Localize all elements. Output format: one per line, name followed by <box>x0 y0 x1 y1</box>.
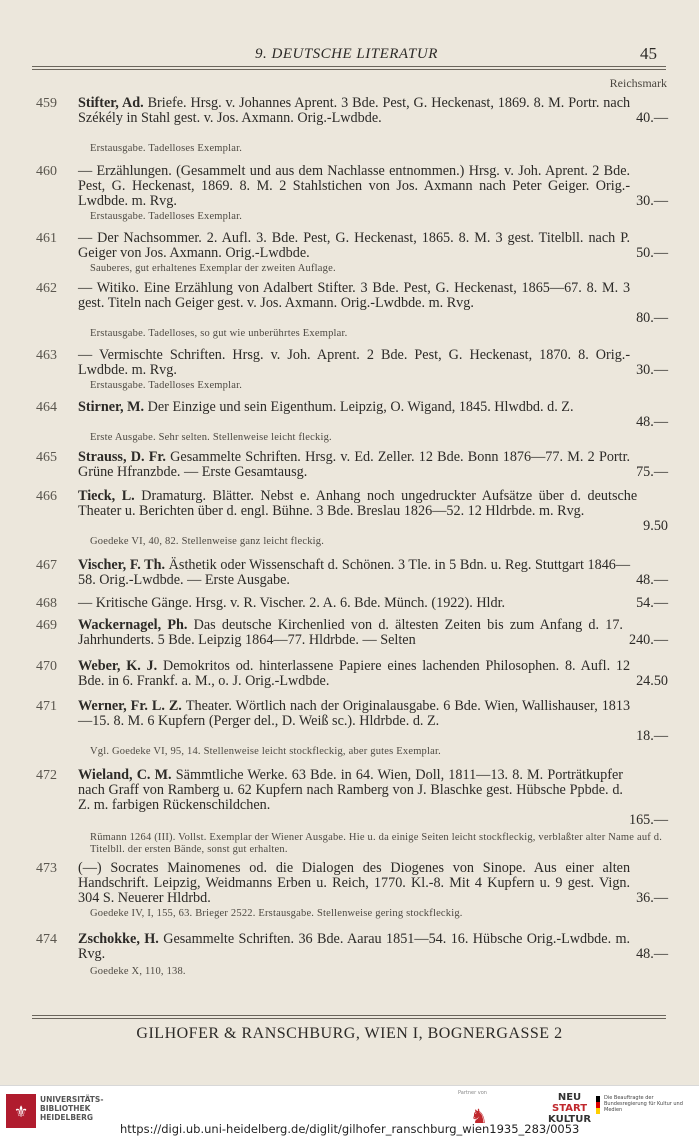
entry-price: 54.— <box>636 595 668 611</box>
entry-price: 240.— <box>628 632 668 648</box>
entry-price: 18.— <box>636 728 668 744</box>
entry-price: 48.— <box>636 946 668 962</box>
header-rule-2 <box>32 69 666 70</box>
neustart-kultur-logo[interactable] <box>548 1092 591 1125</box>
entry-note: Sauberes, gut erhaltenes Exemplar der zweiten Auflage. <box>90 263 336 274</box>
entry-author: Strauss, D. Fr. <box>78 449 166 465</box>
entry-author: Zschokke, H. <box>78 931 159 947</box>
entry-body <box>78 400 668 430</box>
entry-price: 24.50 <box>636 673 668 689</box>
nsk-line-2: START <box>552 1103 588 1114</box>
entry-number: 460 <box>36 164 57 179</box>
entry-price: 48.— <box>636 572 668 588</box>
entry-body <box>78 659 668 689</box>
entry-author: Stirner, M. <box>78 399 145 415</box>
entry-note: Goedeke IV, I, 155, 63. Brieger 2522. Erstausgabe. Stellenweise gering stockfleckig. <box>90 908 463 919</box>
viewer-bottom-bar <box>0 1085 699 1136</box>
entry-body <box>78 96 668 126</box>
entry-note: Vgl. Goedeke VI, 95, 14. Stellenweise leicht stockfleckig, aber gutes Exemplar. <box>90 746 441 757</box>
entry-text: Der Einzige und sein Eigenthum. Leipzig, O. Wigand, 1845. Hlwdbd. d. Z. <box>147 399 574 415</box>
footer-rule <box>32 1015 666 1016</box>
entry-text: Gesammelte Schriften. 36 Bde. Aarau 1851—54. 16. Hübsche Orig.-Lwdbde. m. Rvg. <box>78 931 631 963</box>
nsk-line-1: NEU <box>557 1092 582 1103</box>
entry-text: — Der Nachsommer. 2. Aufl. 3. Bde. Pest, G. Heckenast, 1865. 8. M. 3 gest. Titelbll. nach P. Geiger von Jos. Axmann. Orig.-Lwdbde. <box>78 230 631 262</box>
entry-text: — Vermischte Schriften. Hrsg. v. Joh. Aprent. 2 Bde. Pest, G. Heckenast, 1870. 8. Orig.-Lwdbde. m. Rvg. <box>78 347 631 379</box>
entry-body <box>78 699 668 744</box>
entry-body <box>78 558 668 588</box>
entry-number: 471 <box>36 699 57 714</box>
entry-text: Demokritos od. hinterlassene Papiere eines lachenden Philosophen. 8. Aufl. 12 Bde. in 6. Frankf. a. M., o. J. Orig.-Lwdbde. <box>78 658 631 690</box>
running-title: 9. DEUTSCHE LITERATUR <box>255 46 438 62</box>
entry-price: 48.— <box>636 414 668 430</box>
header-rule <box>32 66 666 67</box>
entry-author: Vischer, F. Th. <box>78 557 166 573</box>
entry-number: 469 <box>36 618 57 633</box>
entry-author: Wieland, C. M. <box>78 767 172 783</box>
entry-text: Das deutsche Kirchenlied von d. ältesten Zeiten bis zum Anfang d. 17. Jahrhunderts. 5 Bde. Leipzig 1864—77. Hldrbde. — Selten <box>78 617 623 649</box>
entry-text: — Witiko. Eine Erzählung von Adalbert Stifter. 3 Bde. Pest, G. Heckenast, 1865—67. 8. M. 3 gest. Titeln nach Geiger gest. v. Jos. Axmann. Orig.-Lwdbde. m. Rvg. <box>78 280 631 312</box>
entry-number: 467 <box>36 558 57 573</box>
entry-price: 75.— <box>636 464 668 480</box>
entry-price: 40.— <box>636 110 668 126</box>
entry-number: 459 <box>36 96 57 111</box>
entry-text: Dramaturg. Blätter. Nebst e. Anhang noch ungedruckter Aufsätze über d. deutsche Theater u. Berichten über d. engl. Bühne. 3 Bde. Breslau 1826—52. 12 Hldrbde. m. Rvg. <box>78 488 638 520</box>
entry-number: 466 <box>36 489 57 504</box>
entry-price: 165.— <box>628 812 668 828</box>
page-url[interactable]: https://digi.ub.uni-heidelberg.de/diglit/gilhofer_ranschburg_wien1935_283/0053 <box>120 1122 580 1136</box>
entry-body <box>78 281 668 326</box>
entry-author: Weber, K. J. <box>78 658 158 674</box>
entry-number: 470 <box>36 659 57 674</box>
publisher-footer: GILHOFER & RANSCHBURG, WIEN I, BOGNERGASSE 2 <box>136 1025 563 1042</box>
page-number: 45 <box>640 44 657 63</box>
entry-note: Erstausgabe. Tadelloses Exemplar. <box>90 380 243 391</box>
currency-label: Reichsmark <box>609 76 667 90</box>
entry-text: Theater. Wörtlich nach der Originalausgabe. 6 Bde. Wien, Wallishauser, 1813—15. 8. M. 6 Kupfern (Perger del., D. Weiß sc.). Hldrbde. d. Z. <box>78 698 631 730</box>
entry-body <box>78 932 668 962</box>
entry-price: 30.— <box>636 193 668 209</box>
entry-body <box>78 348 668 378</box>
entry-note: Goedeke VI, 40, 82. Stellenweise ganz leicht fleckig. <box>90 536 325 547</box>
entry-number: 472 <box>36 768 57 783</box>
entry-body <box>78 489 668 534</box>
entry-body <box>78 164 668 210</box>
page-header <box>0 44 699 64</box>
entry-body <box>78 768 668 828</box>
entry-number: 463 <box>36 348 57 363</box>
entry-number: 465 <box>36 450 57 465</box>
german-flag-icon <box>596 1096 600 1114</box>
entry-text: Ästhetik oder Wissenschaft d. Schönen. 3 Tle. in 5 Bdn. u. Reg. Stuttgart 1846—58. Orig.-Lwdbde. — Erste Ausgabe. <box>78 557 631 589</box>
entry-note: Erstausgabe. Tadelloses, so gut wie unberührtes Exemplar. <box>90 328 348 339</box>
entry-body <box>78 618 668 648</box>
entry-note: Goedeke X, 110, 138. <box>90 966 186 977</box>
entry-note: Rümann 1264 (III). Vollst. Exemplar der Wiener Ausgabe. Hie u. da einige Seiten leicht stockfleckig, verblaßter alter Name auf d. Titelbll. der ersten Bände, sonst gut erhalten. <box>90 832 663 855</box>
entry-note: Erste Ausgabe. Sehr selten. Stellenweise leicht fleckig. <box>90 432 332 443</box>
entry-body <box>78 861 668 907</box>
entry-price: 80.— <box>636 310 668 326</box>
partner-label: Partner von <box>458 1090 487 1096</box>
entry-price: 30.— <box>636 362 668 378</box>
entry-text: (—) Socrates Mainomenes od. die Dialogen des Diogenes von Sinope. Aus einer alten Handschrift. Leipzig, Weidmanns Erben u. Reich, 1770. Kl.-8. Mit 4 Kupfern u. 9 gest. Vign. 304 S. Neuerer Hldrbd. <box>78 860 631 907</box>
entry-number: 464 <box>36 400 57 415</box>
entry-author: Stifter, Ad. <box>78 95 144 111</box>
entry-text: Briefe. Hrsg. v. Johannes Aprent. 3 Bde. Pest, G. Heckenast, 1869. 8. M. Portr. nach Székély in Stahl gest. v. Jos. Axmann. Orig.-Lwdbde. <box>78 95 631 127</box>
entry-price: 50.— <box>636 245 668 261</box>
entry-price: 36.— <box>636 890 668 906</box>
entry-body <box>78 450 668 480</box>
entry-number: 461 <box>36 231 57 246</box>
entry-body <box>78 596 668 611</box>
lion-logo-icon[interactable]: ♞ <box>470 1104 488 1128</box>
entry-text: Sämmtliche Werke. 63 Bde. in 64. Wien, Doll, 1811—13. 8. M. Porträtkupfer nach Graff von Ramberg u. 62 Kupfern nach Ramberg von J. Blaschke gest. Hübsche Ppbde. d. Z. m. farbigen Rückenschildchen. <box>78 767 623 814</box>
entry-author: Wackernagel, Ph. <box>78 617 188 633</box>
entry-text: — Kritische Gänge. Hrsg. v. R. Vischer. 2. A. 6. Bde. Münch. (1922). Hldr. <box>78 595 506 611</box>
entry-note: Erstausgabe. Tadelloses Exemplar. <box>90 211 243 222</box>
entry-author: Werner, Fr. L. Z. <box>78 698 182 714</box>
entry-number: 462 <box>36 281 57 296</box>
footer-rule-2 <box>32 1018 666 1019</box>
entry-note: Erstausgabe. Tadelloses Exemplar. <box>90 143 243 154</box>
university-seal-icon[interactable]: ⚜ <box>6 1094 36 1128</box>
entry-price: 9.50 <box>643 518 668 534</box>
nsk-line-3: KULTUR <box>548 1114 592 1125</box>
entry-number: 474 <box>36 932 57 947</box>
library-logo-text[interactable]: UNIVERSITÄTS- BIBLIOTHEK HEIDELBERG <box>40 1095 104 1122</box>
entry-number: 473 <box>36 861 57 876</box>
entry-author: Tieck, L. <box>78 488 135 504</box>
entry-body <box>78 231 668 261</box>
entry-text: — Erzählungen. (Gesammelt und aus dem Nachlasse entnommen.) Hrsg. v. Joh. Aprent. 2 Bde. Pest, G. Heckenast, 1869. 8. M. 2 Stahlstichen von Jos. Axmann nach Peter Geiger. Orig.-Lwdbde. m. Rvg. <box>78 163 631 210</box>
entry-text: Gesammelte Schriften. Hrsg. v. Ed. Zeller. 12 Bde. Bonn 1876—77. M. 2 Portr. Grüne Hfranzbde. — Erste Gesamtausg. <box>78 449 631 481</box>
entry-number: 468 <box>36 596 57 611</box>
bkm-logo-text[interactable]: Die Beauftragte der Bundesregierung für Kultur und Medien <box>604 1095 683 1113</box>
